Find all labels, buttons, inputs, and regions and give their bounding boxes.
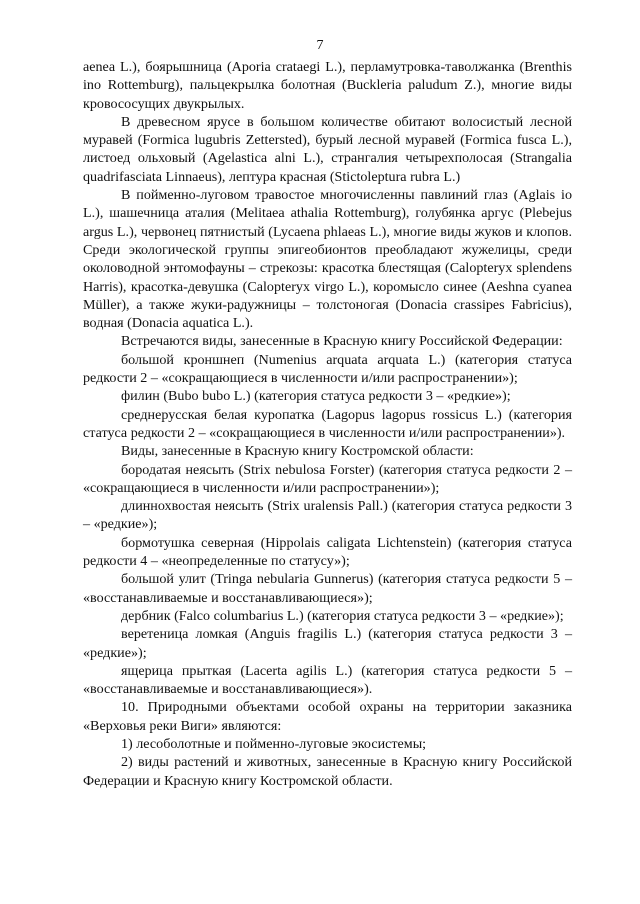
- paragraph-12: большой улит (Tringa nebularia Gunnerus) (категория статуса редкости 5 – «восстанавливаемые и восстанавливающиеся»);: [83, 571, 572, 606]
- paragraph-2: В древесном ярусе в большом количестве обитают волосистый лесной муравей (Formica lugubris Zettersted), бурый лесной муравей (Formica fusca L.), листоед ольховый (Agelastica alni L.), странгалия четырехполосая (Strangalia quadrifasciata Linnaeus), лептура красная (Stictoleptura rubra L.): [83, 113, 572, 185]
- paragraph-14: веретеница ломкая (Anguis fragilis L.) (категория статуса редкости 3 – «редкие»);: [83, 626, 572, 661]
- paragraph-16: 10. Природными объектами особой охраны на территории заказника «Верховья реки Виги» являются:: [83, 699, 572, 734]
- paragraph-6: филин (Bubo bubo L.) (категория статуса редкости 3 – «редкие»);: [121, 388, 511, 405]
- paragraph-15: ящерица прыткая (Lacerta agilis L.) (категория статуса редкости 5 – «восстанавливаемые и восстанавливающиеся»).: [83, 662, 572, 698]
- paragraph-18: 2) виды растений и животных, занесенные в Красную книгу Российской Федерации и Красную книгу Костромской области.: [83, 754, 572, 789]
- paragraph-9: бородатая неясыть (Strix nebulosa Forster) (категория статуса редкости 2 – «сокращающиеся в численности и/или распространении»);: [83, 461, 572, 496]
- paragraph-5: большой кроншнеп (Numenius arquata arquata L.) (категория статуса редкости 2 – «сокращающиеся в численности и/или распространении»);: [83, 351, 572, 387]
- paragraph-1: aenea L.), боярышница (Aporia crataegi L.), перламутровка-таволжанка (Brenthis ino Rottemburg), пальцекрылка болотная (Buckleria paludum Z.), многие виды кровососущих двукрылых.: [83, 59, 572, 112]
- body-text: [83, 58, 572, 790]
- paragraph-4: Встречаются виды, занесенные в Красную книгу Российской Федерации:: [121, 333, 563, 350]
- page-number: 7: [316, 38, 324, 53]
- paragraph-11: бормотушка северная (Hippolais caligata Lichtenstein) (категория статуса редкости 4 – «неопределенные по статусу»);: [83, 534, 572, 570]
- paragraph-13: дербник (Falco columbarius L.) (категория статуса редкости 3 – «редкие»);: [121, 607, 564, 624]
- paragraph-10: длиннохвостая неясыть (Strix uralensis Pall.) (категория статуса редкости 3 – «редкие»);: [83, 498, 572, 533]
- paragraph-7: среднерусская белая куропатка (Lagopus lagopus rossicus L.) (категория статуса редкости 2 – «сокращающиеся в численности и/или распространении»).: [83, 406, 572, 441]
- paragraph-3: В пойменно-луговом травостое многочисленны павлиний глаз (Aglais io L.), шашечница аталия (Melitaea athalia Rottemburg), голубянка аргус (Plebejus argus L.), червонец пятнистый (Lycaena phlaeas L.), многие виды жуков и клопов. Среди экологической группы эпигеобионтов преобладают жужелицы, среди околоводной энтомофауны – стрекозы: красотка блестящая (Calopteryx splendens Harris), красотка-девушка (Calopteryx virgo L.), коромысло синее (Aeshna cyanea Müller), а также жуки-радужницы – толстоногая (Donacia crassipes Fabricius), водная (Donacia aquatica L.).: [83, 187, 572, 332]
- paragraph-17: 1) лесоболотные и пойменно-луговые экосистемы;: [121, 735, 427, 752]
- paragraph-8: Виды, занесенные в Красную книгу Костромской области:: [121, 443, 474, 460]
